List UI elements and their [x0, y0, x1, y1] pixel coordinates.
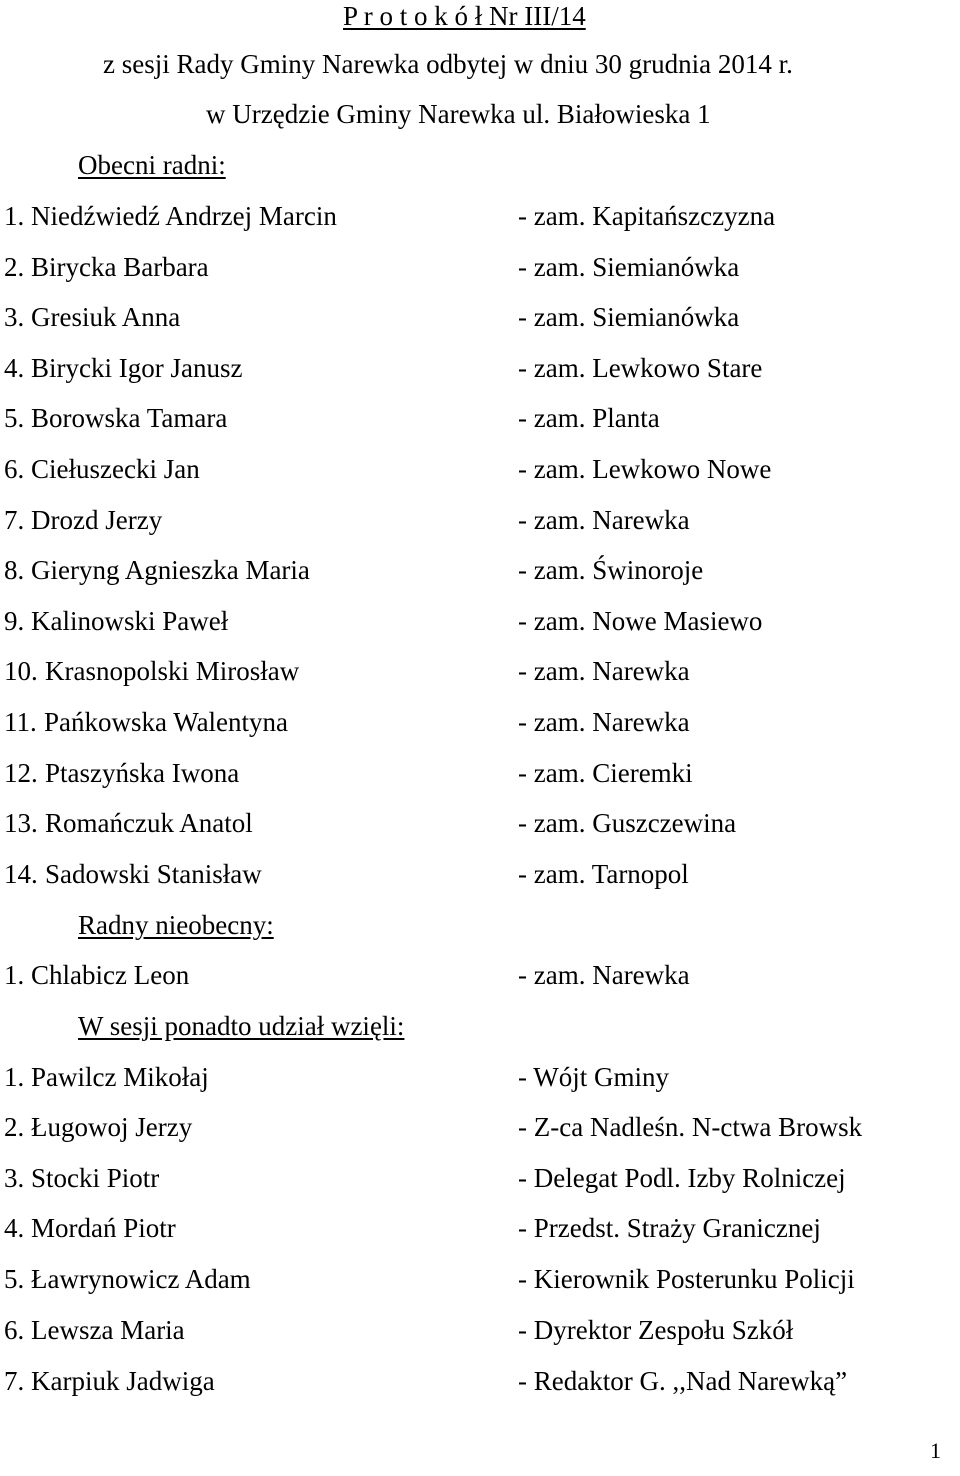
item-number: 11.: [4, 707, 37, 737]
person-name: Chlabicz Leon: [31, 960, 190, 990]
person-residence: - zam. Lewkowo Nowe: [518, 454, 772, 484]
person-name: Stocki Piotr: [31, 1163, 160, 1193]
list-item: [0, 962, 960, 992]
item-number: 3.: [4, 302, 25, 332]
list-item: [0, 1215, 960, 1245]
person-residence: - zam. Kapitańszczyzna: [518, 201, 776, 231]
list-item: [0, 507, 960, 537]
item-number: 2.: [4, 1112, 25, 1142]
person-name: Niedźwiedź Andrzej Marcin: [31, 201, 337, 231]
person-residence: - zam. Narewka: [518, 960, 690, 990]
item-number: 2.: [4, 252, 25, 282]
list-item: [0, 1114, 960, 1144]
person-name: Pańkowska Walentyna: [44, 707, 289, 737]
page-number: 1: [930, 1438, 941, 1463]
person-role: - Kierownik Posterunku Policji: [518, 1264, 855, 1294]
item-number: 8.: [4, 555, 25, 585]
guests-heading: W sesji ponadto udział wzięli:: [78, 1011, 405, 1041]
item-number: 1.: [4, 201, 25, 231]
person-role: - Przedst. Straży Granicznej: [518, 1213, 821, 1243]
item-number: 1.: [4, 1062, 25, 1092]
person-residence: - zam. Siemianówka: [518, 302, 740, 332]
session-description: z sesji Rady Gminy Narewka odbytej w dniu 30 grudnia 2014 r.: [103, 49, 793, 79]
list-item: [0, 355, 960, 385]
person-residence: - zam. Cieremki: [518, 758, 693, 788]
person-residence: - zam. Narewka: [518, 505, 690, 535]
document-title: P r o t o k ó ł Nr III/14: [343, 1, 586, 31]
person-role: - Delegat Podl. Izby Rolniczej: [518, 1163, 846, 1193]
list-item: [0, 1165, 960, 1195]
present-councillors-heading: Obecni radni:: [78, 150, 226, 180]
item-number: 9.: [4, 606, 25, 636]
person-role: - Dyrektor Zespołu Szkół: [518, 1315, 794, 1345]
item-number: 6.: [4, 454, 25, 484]
item-number: 5.: [4, 403, 25, 433]
list-item: [0, 203, 960, 233]
person-name: Krasnopolski Mirosław: [45, 656, 300, 686]
person-name: Mordań Piotr: [31, 1213, 176, 1243]
person-name: Lewsza Maria: [31, 1315, 185, 1345]
person-name: Ciełuszecki Jan: [31, 454, 200, 484]
person-residence: - zam. Siemianówka: [518, 252, 740, 282]
item-number: 3.: [4, 1163, 25, 1193]
person-name: Borowska Tamara: [31, 403, 228, 433]
person-residence: - zam. Lewkowo Stare: [518, 353, 763, 383]
person-residence: - zam. Tarnopol: [518, 859, 689, 889]
list-item: [0, 456, 960, 486]
person-role: - Z-ca Nadleśn. N-ctwa Browsk: [518, 1112, 863, 1142]
item-number: 4.: [4, 1213, 25, 1243]
list-item: [0, 760, 960, 790]
person-name: Drozd Jerzy: [31, 505, 163, 535]
person-residence: - zam. Planta: [518, 403, 660, 433]
person-residence: - zam. Guszczewina: [518, 808, 737, 838]
person-name: Gresiuk Anna: [31, 302, 181, 332]
item-number: 4.: [4, 353, 25, 383]
item-number: 1.: [4, 960, 25, 990]
person-name: Birycka Barbara: [31, 252, 209, 282]
list-item: [0, 1317, 960, 1347]
list-item: [0, 658, 960, 688]
person-name: Ławrynowicz Adam: [31, 1264, 251, 1294]
person-role: - Wójt Gminy: [518, 1062, 669, 1092]
person-residence: - zam. Narewka: [518, 656, 690, 686]
person-name: Ptaszyńska Iwona: [45, 758, 240, 788]
person-name: Ługowoj Jerzy: [31, 1112, 193, 1142]
list-item: [0, 557, 960, 587]
list-item: [0, 254, 960, 284]
person-name: Sadowski Stanisław: [45, 859, 262, 889]
person-name: Romańczuk Anatol: [45, 808, 253, 838]
list-item: [0, 709, 960, 739]
list-item: [0, 810, 960, 840]
item-number: 13.: [4, 808, 38, 838]
absent-councillor-heading: Radny nieobecny:: [78, 910, 274, 940]
person-name: Pawilcz Mikołaj: [31, 1062, 209, 1092]
item-number: 10.: [4, 656, 38, 686]
list-item: [0, 1266, 960, 1296]
item-number: 12.: [4, 758, 38, 788]
item-number: 14.: [4, 859, 38, 889]
person-residence: - zam. Nowe Masiewo: [518, 606, 763, 636]
session-location: w Urzędzie Gminy Narewka ul. Białowieska 1: [206, 99, 711, 129]
item-number: 7.: [4, 505, 25, 535]
list-item: [0, 1368, 960, 1398]
person-residence: - zam. Narewka: [518, 707, 690, 737]
list-item: [0, 861, 960, 891]
person-residence: - zam. Świnoroje: [518, 555, 704, 585]
item-number: 7.: [4, 1366, 25, 1396]
person-name: Kalinowski Paweł: [31, 606, 229, 636]
person-role: - Redaktor G. ,,Nad Narewką”: [518, 1366, 848, 1396]
person-name: Gieryng Agnieszka Maria: [31, 555, 310, 585]
person-name: Birycki Igor Janusz: [31, 353, 243, 383]
item-number: 6.: [4, 1315, 25, 1345]
person-name: Karpiuk Jadwiga: [31, 1366, 215, 1396]
list-item: [0, 304, 960, 334]
list-item: [0, 405, 960, 435]
item-number: 5.: [4, 1264, 25, 1294]
list-item: [0, 1064, 960, 1094]
list-item: [0, 608, 960, 638]
